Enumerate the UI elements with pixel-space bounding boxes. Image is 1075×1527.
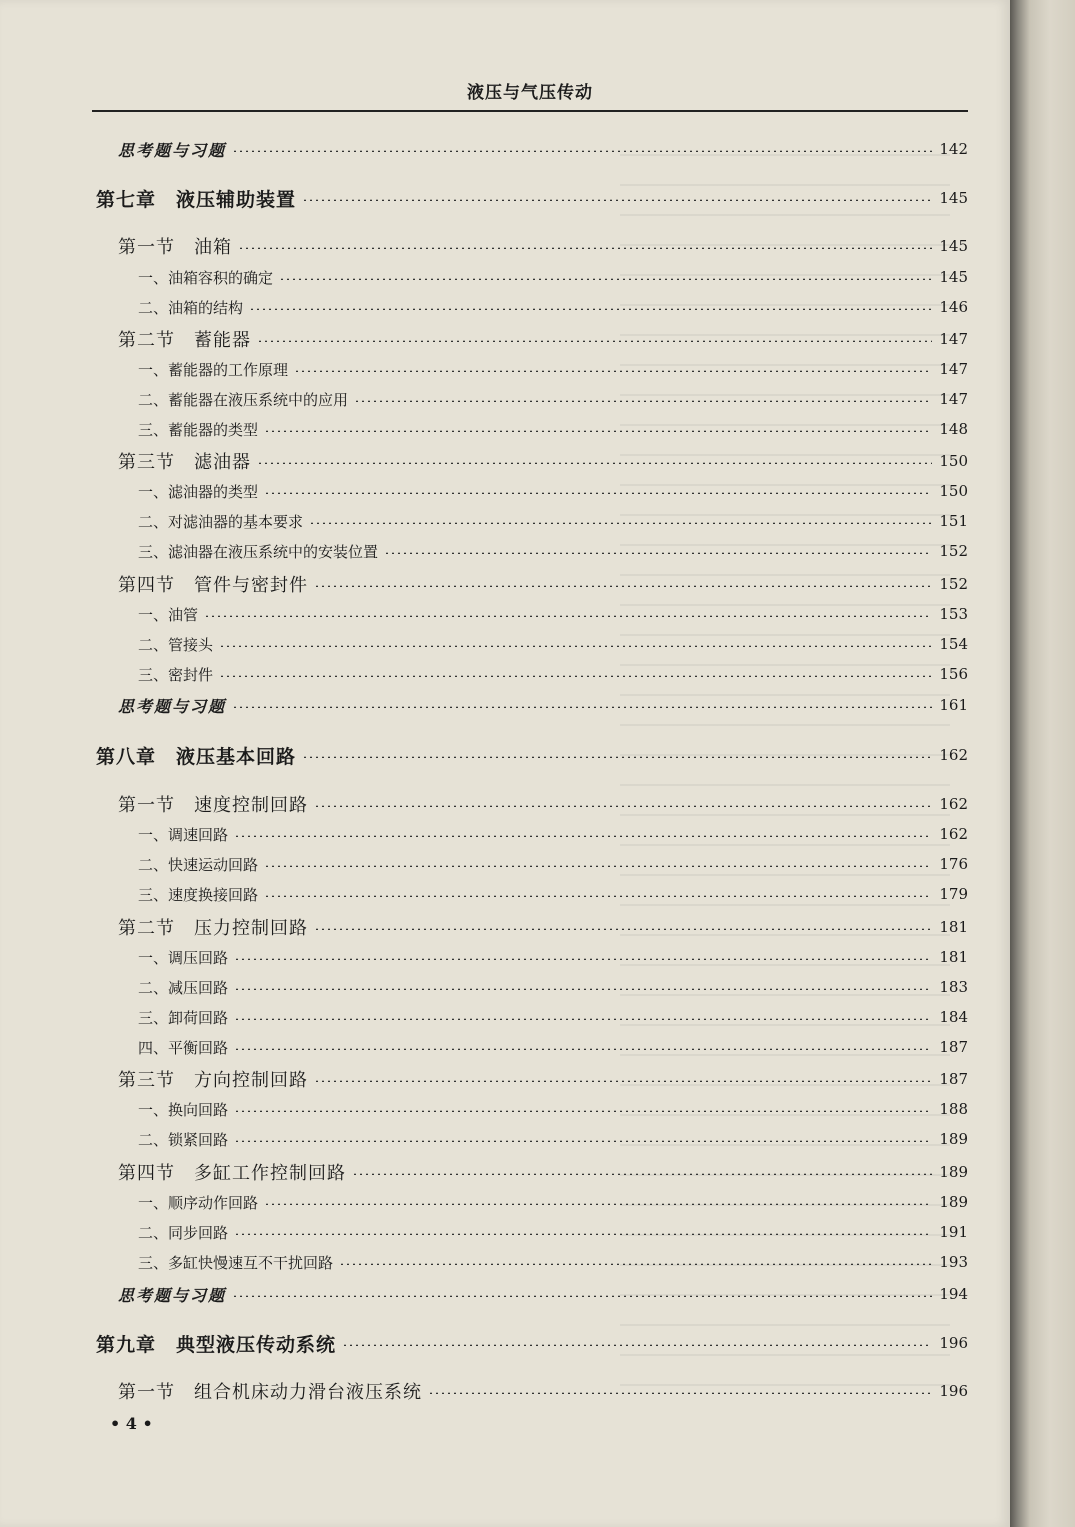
toc-entry-label: 二、快速运动回路: [138, 855, 259, 874]
dot-leader: [264, 895, 932, 897]
toc-entry-label: 一、油箱容积的确定: [138, 268, 274, 287]
toc-entry-item: [138, 821, 968, 847]
toc-entry-item: [138, 1096, 968, 1122]
dot-leader: [279, 278, 932, 280]
dot-leader: [309, 522, 932, 524]
dot-leader: [232, 150, 932, 152]
dot-leader: [302, 199, 932, 201]
toc-entry-page-number: 152: [939, 542, 968, 560]
toc-entry-item: [138, 1126, 968, 1152]
toc-entry-page-number: 152: [939, 575, 968, 593]
dot-leader: [314, 585, 932, 587]
toc-entry-label: 第三节 滤油器: [118, 452, 251, 473]
toc-entry-page-number: 181: [939, 948, 968, 966]
dot-leader: [219, 645, 932, 647]
toc-entry-section: [118, 571, 968, 597]
toc-entry-page-number: 189: [939, 1163, 968, 1181]
toc-entry-label: 三、卸荷回路: [138, 1008, 229, 1027]
toc-entry-page-number: 161: [939, 696, 968, 714]
toc-entry-chapter: [96, 1330, 968, 1356]
toc-entry-page-number: 145: [939, 268, 968, 286]
toc-entry-section: [118, 448, 968, 474]
toc-entry-item: [138, 631, 968, 657]
dot-leader: [234, 1018, 932, 1020]
book-spine-shadow: [1010, 0, 1075, 1527]
toc-entry-page-number: 145: [939, 237, 968, 255]
toc-entry-label: 三、速度换接回路: [138, 885, 259, 904]
toc-entry-section: [118, 233, 968, 259]
toc-entry-page-number: 188: [939, 1100, 968, 1118]
toc-entry-item: [138, 508, 968, 534]
toc-entry-page-number: 194: [939, 1285, 968, 1303]
toc-entry-page-number: 145: [939, 189, 968, 207]
toc-entry-item: [138, 386, 968, 412]
toc-entry-label: 二、油箱的结构: [138, 298, 244, 317]
toc-entry-label: 三、密封件: [138, 665, 214, 684]
dot-leader: [264, 865, 932, 867]
toc-entry-label: 二、同步回路: [138, 1223, 229, 1242]
toc-entry-label: 二、蓄能器在液压系统中的应用: [138, 390, 349, 409]
dot-leader: [294, 370, 932, 372]
toc-entry-label: 第四节 管件与密封件: [118, 575, 308, 596]
toc-entry-page-number: 196: [939, 1382, 968, 1400]
toc-entry-section: [118, 1066, 968, 1092]
dot-leader: [354, 400, 932, 402]
toc-entry-page-number: 193: [939, 1253, 968, 1271]
toc-entry-page-number: 142: [939, 140, 968, 158]
dot-leader: [314, 1080, 932, 1082]
toc-entry-label: 思考题与习题: [118, 696, 227, 716]
toc-entry-label: 第一节 速度控制回路: [118, 795, 308, 816]
toc-entry-label: 二、管接头: [138, 635, 214, 654]
dot-leader: [234, 835, 932, 837]
toc-entry-chapter: [96, 742, 968, 768]
toc-entry-page-number: 196: [939, 1334, 968, 1352]
toc-entry-label: 一、蓄能器的工作原理: [138, 360, 289, 379]
toc-entry-label: 第二节 压力控制回路: [118, 918, 308, 939]
toc-entry-page-number: 150: [939, 482, 968, 500]
toc-entry-label: 二、对滤油器的基本要求: [138, 512, 304, 531]
toc-entry-page-number: 187: [939, 1070, 968, 1088]
toc-entry-page-number: 162: [939, 746, 968, 764]
toc-entry-page-number: 189: [939, 1193, 968, 1211]
toc-entry-label: 第一节 组合机床动力滑台液压系统: [118, 1382, 422, 1403]
dot-leader: [232, 1295, 932, 1297]
toc-entry-item: [138, 851, 968, 877]
toc-entry-page-number: 151: [939, 512, 968, 530]
toc-entry-label: 一、顺序动作回路: [138, 1193, 259, 1212]
dot-leader: [234, 1140, 932, 1142]
toc-entry-item: [138, 356, 968, 382]
toc-entry-label: 三、蓄能器的类型: [138, 420, 259, 439]
dot-leader: [204, 615, 932, 617]
toc-entry-label: 思考题与习题: [118, 140, 227, 160]
toc-entry-page-number: 162: [939, 825, 968, 843]
toc-entry-page-number: 189: [939, 1130, 968, 1148]
toc-entry-item: [138, 1189, 968, 1215]
toc-entry-label: 第二节 蓄能器: [118, 330, 251, 351]
toc-entry-label: 一、换向回路: [138, 1100, 229, 1119]
toc-entry-item: [138, 1004, 968, 1030]
toc-entry-label: 一、调压回路: [138, 948, 229, 967]
toc-entry-page-number: 176: [939, 855, 968, 873]
dot-leader: [234, 958, 932, 960]
dot-leader: [339, 1263, 932, 1265]
toc-entry-label: 思考题与习题: [118, 1285, 227, 1305]
toc-entry-page-number: 187: [939, 1038, 968, 1056]
toc-entry-exercise: [118, 136, 968, 162]
toc-entry-page-number: 153: [939, 605, 968, 623]
toc-entry-label: 一、调速回路: [138, 825, 229, 844]
toc-entry-section: [118, 1378, 968, 1404]
dot-leader: [352, 1173, 932, 1175]
dot-leader: [264, 1203, 932, 1205]
dot-leader: [302, 756, 932, 758]
toc-entry-page-number: 179: [939, 885, 968, 903]
toc-entry-label: 一、滤油器的类型: [138, 482, 259, 501]
dot-leader: [257, 462, 932, 464]
dot-leader: [234, 1048, 932, 1050]
toc-entry-label: 第九章 典型液压传动系统: [96, 1333, 337, 1356]
toc-entry-page-number: 146: [939, 298, 968, 316]
dot-leader: [234, 988, 932, 990]
toc-entry-page-number: 181: [939, 918, 968, 936]
toc-entry-label: 三、多缸快慢速互不干扰回路: [138, 1253, 334, 1272]
toc-entry-label: 第一节 油箱: [118, 237, 232, 258]
dot-leader: [234, 1110, 932, 1112]
dot-leader: [232, 706, 932, 708]
toc-entry-section: [118, 914, 968, 940]
dot-leader: [314, 928, 932, 930]
toc-entry-chapter: [96, 185, 968, 211]
toc-entry-exercise: [118, 692, 968, 718]
dot-leader: [314, 805, 932, 807]
toc-entry-item: [138, 538, 968, 564]
toc-entry-page-number: 162: [939, 795, 968, 813]
dot-leader: [234, 1233, 932, 1235]
toc-entry-item: [138, 478, 968, 504]
toc-entry-page-number: 147: [939, 330, 968, 348]
toc-entry-label: 二、减压回路: [138, 978, 229, 997]
dot-leader: [264, 430, 932, 432]
toc-entry-page-number: 150: [939, 452, 968, 470]
toc-entry-section: [118, 791, 968, 817]
dot-leader: [238, 247, 932, 249]
toc-entry-item: [138, 881, 968, 907]
toc-entry-section: [118, 326, 968, 352]
toc-entry-item: [138, 1034, 968, 1060]
toc-entry-item: [138, 416, 968, 442]
toc-entry-label: 三、滤油器在液压系统中的安装位置: [138, 542, 379, 561]
toc-entry-item: [138, 944, 968, 970]
toc-entry-page-number: 191: [939, 1223, 968, 1241]
dot-leader: [428, 1392, 932, 1394]
toc-entry-label: 第七章 液压辅助装置: [96, 188, 297, 211]
dot-leader: [219, 675, 932, 677]
dot-leader: [264, 492, 932, 494]
toc-entry-page-number: 156: [939, 665, 968, 683]
toc-entry-item: [138, 601, 968, 627]
toc-entry-label: 二、锁紧回路: [138, 1130, 229, 1149]
dot-leader: [342, 1344, 932, 1346]
toc-entry-label: 第三节 方向控制回路: [118, 1070, 308, 1091]
toc-entry-page-number: 183: [939, 978, 968, 996]
toc-entry-item: [138, 661, 968, 687]
running-header-title: 液压与气压传动: [467, 83, 593, 103]
toc-entry-item: [138, 264, 968, 290]
toc-entry-page-number: 148: [939, 420, 968, 438]
toc-entry-page-number: 147: [939, 360, 968, 378]
page-number: • 4 •: [110, 1414, 153, 1433]
toc-entry-label: 第八章 液压基本回路: [96, 745, 297, 768]
toc-entry-label: 四、平衡回路: [138, 1038, 229, 1057]
toc-entry-page-number: 147: [939, 390, 968, 408]
toc-entry-item: [138, 294, 968, 320]
toc-entry-item: [138, 1219, 968, 1245]
toc-entry-section: [118, 1159, 968, 1185]
dot-leader: [257, 340, 932, 342]
dot-leader: [249, 308, 932, 310]
toc-entry-item: [138, 974, 968, 1000]
dot-leader: [384, 552, 932, 554]
toc-entry-label: 第四节 多缸工作控制回路: [118, 1163, 346, 1184]
toc-entry-item: [138, 1249, 968, 1275]
toc-entry-label: 一、油管: [138, 605, 199, 624]
toc-entry-exercise: [118, 1281, 968, 1307]
toc-entry-page-number: 154: [939, 635, 968, 653]
toc-entry-page-number: 184: [939, 1008, 968, 1026]
